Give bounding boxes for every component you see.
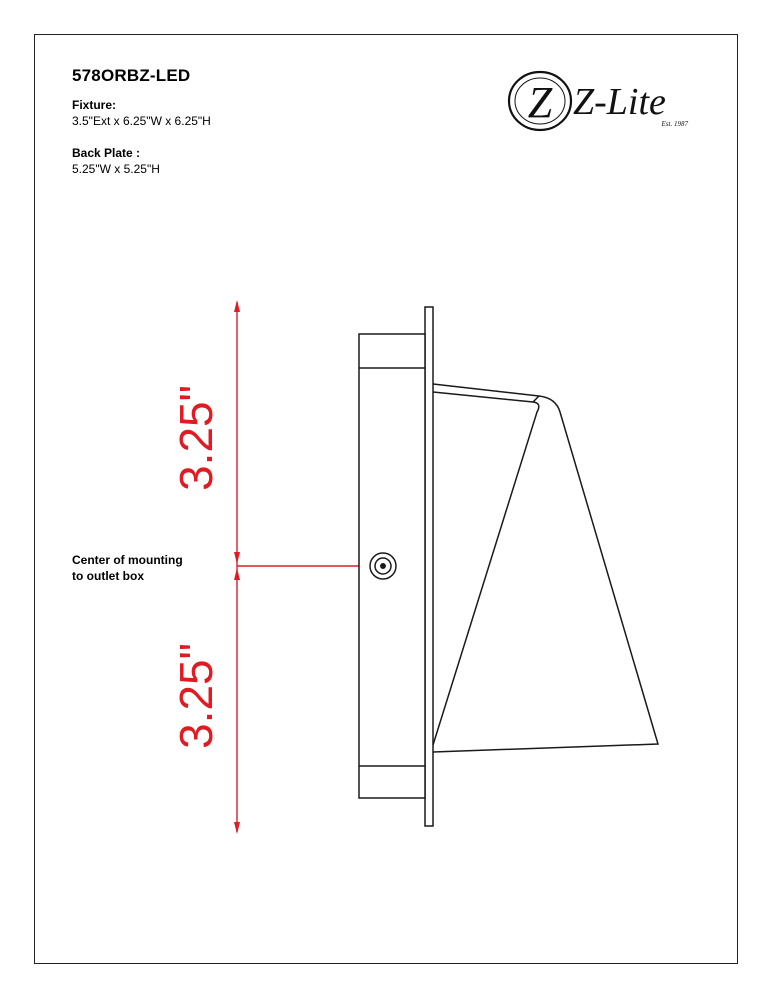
back-plate-dimensions: 5.25"W x 5.25"H — [72, 162, 160, 176]
arrow-bottom — [234, 822, 240, 834]
mounting-note-line-1: Center of mounting — [72, 553, 183, 567]
fixture-profile — [359, 307, 658, 826]
fixture-dimensions: 3.5"Ext x 6.25"W x 6.25"H — [72, 114, 211, 128]
back-plate-label: Back Plate : — [72, 146, 141, 160]
hood-corner-line — [533, 396, 539, 402]
fixture-hood-inner-edge — [433, 392, 539, 745]
mounting-note-line-2: to outlet box — [72, 569, 144, 583]
arrow-mid-up — [234, 552, 240, 564]
fixture-label: Fixture: — [72, 98, 117, 112]
wall-plate — [425, 307, 433, 826]
logo-wordmark: Z-Lite — [573, 81, 666, 123]
model-number: 578ORBZ-LED — [72, 66, 191, 85]
arrow-top — [234, 300, 240, 312]
mounting-point-center — [381, 564, 385, 568]
back-plate — [359, 334, 425, 798]
brand-logo — [509, 72, 688, 130]
logo-established: Est. 1987 — [661, 120, 688, 128]
upper-dimension-label: 3.25" — [170, 385, 222, 491]
logo-monogram: Z — [527, 78, 553, 127]
fixture-hood — [433, 384, 658, 752]
dimension-line — [170, 300, 380, 834]
lower-dimension-label: 3.25" — [170, 643, 222, 749]
arrow-mid-down — [234, 568, 240, 580]
